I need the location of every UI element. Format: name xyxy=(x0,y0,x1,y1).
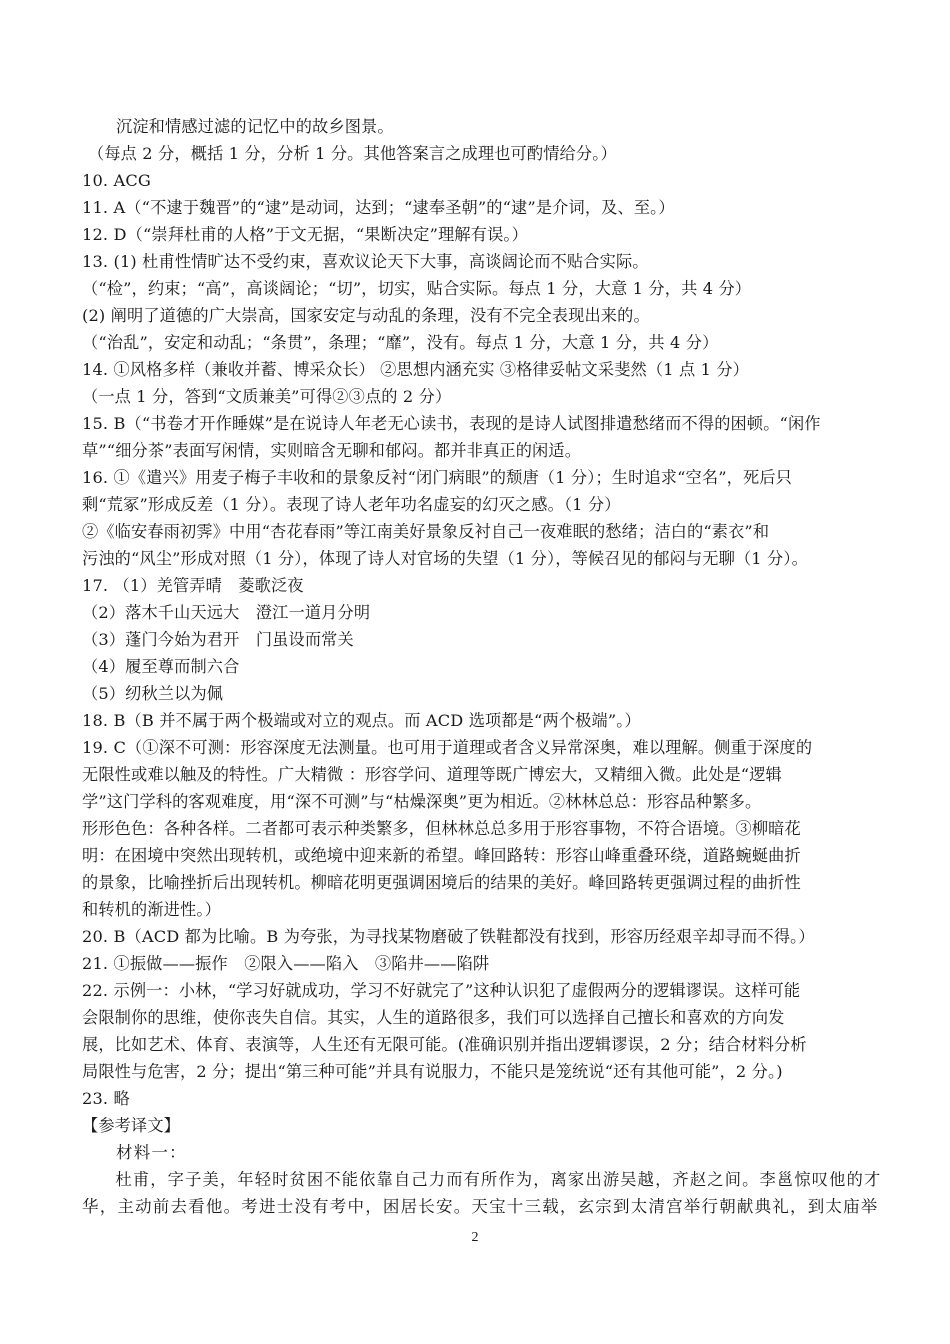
text-line: （3）蓬门今始为君开 门虽设而常关 xyxy=(82,630,354,649)
text-line: 剩“荒冢”形成反差（1 分）。表现了诗人老年功名虚妄的幻灭之感。（1 分） xyxy=(82,495,621,514)
answer-22: 22. 示例一：小林，“学习好就成功，学习不好就完了”这种认识犯了虚假两分的逻辑谬误。这样可能 xyxy=(82,981,801,1000)
answer-10: 10. ACG xyxy=(82,171,151,190)
text-line: （每点 2 分，概括 1 分，分析 1 分。其他答案言之成理也可酌情给分。） xyxy=(88,144,617,163)
text-line: ②《临安春雨初霁》中用“杏花春雨”等江南美好景象反衬自己一夜难眠的愁绪；洁白的“素衣”和 xyxy=(82,522,770,541)
answer-17: 17. （1）羌管弄晴 菱歌泛夜 xyxy=(82,576,304,595)
text-line: 和转机的渐进性。） xyxy=(82,900,221,919)
answer-13: 13. (1) 杜甫性情旷达不受约束，喜欢议论天下大事，高谈阔论而不贴合实际。 xyxy=(82,252,649,271)
answer-23: 23. 略 xyxy=(82,1089,130,1108)
text-line: 无限性或难以触及的特性。广大精微 ：形容学问、道理等既广博宏大，又精细入微。此处是“逻辑 xyxy=(82,765,782,784)
answer-14: 14. ①风格多样（兼收并蓄、博采众长） ②思想内涵充实 ③格律妥帖文采斐然（1 点 1 分） xyxy=(82,360,750,379)
text-line: （2）落木千山天远大 澄江一道月分明 xyxy=(82,603,371,622)
answer-21: 21. ①振做——振作 ②限入——陷入 ③陷井——陷阱 xyxy=(82,954,490,973)
text-line: 草”“细分茶”表面写闲情，实则暗含无聊和郁闷。都并非真正的闲适。 xyxy=(82,441,582,460)
material-one-label: 材料一： xyxy=(116,1143,187,1162)
answer-19: 19. C（①深不可测：形容深度无法测量。也可用于道理或者含义异常深奥，难以理解。侧重于深度的 xyxy=(82,738,813,757)
text-line: 形形色色：各种各样。二者都可表示种类繁多，但林林总总多用于形容事物，不符合语境。③柳暗花 xyxy=(82,819,801,838)
answer-16: 16. ①《遣兴》用麦子梅子丰收和的景象反衬“闭门病眼”的颓唐（1 分）；生时追求“空名”，死后只 xyxy=(82,468,792,487)
text-line: （“检”，约束；“高”，高谈阔论；“切”，切实，贴合实际。每点 1 分，大意 1 分，共 4 分） xyxy=(82,279,752,298)
text-line: 会限制你的思维，使你丧失自信。其实，人生的道路很多，我们可以选择自己擅长和喜欢的方向发 xyxy=(82,1008,785,1027)
page-number: 2 xyxy=(471,1230,479,1245)
text-line: (2) 阐明了道德的广大崇高，国家安定与动乱的条理，没有不完全表现出来的。 xyxy=(82,306,650,325)
answer-key-text xyxy=(82,113,882,1220)
text-line: 展，比如艺术、体育、表演等，人生还有无限可能。(准确识别并指出逻辑谬误，2 分；结合材料分析 xyxy=(82,1035,807,1054)
text-line: （一点 1 分，答到“文质兼美”可得②③点的 2 分） xyxy=(82,387,452,406)
answer-15: 15. B（“书卷才开作睡媒”是在说诗人年老无心读书，表现的是诗人试图排遣愁绪而不得的困顿。“闲作 xyxy=(82,414,821,433)
text-line: （5）纫秋兰以为佩 xyxy=(82,684,224,703)
translation-heading: 【参考译文】 xyxy=(82,1116,181,1135)
text-line: 局限性与危害，2 分；提出“第三种可能”并具有说服力，不能只是笼统说“还有其他可能”，2 分。) xyxy=(82,1062,783,1081)
answer-11: 11. A（“不逮于魏晋”的“逮”是动词，达到；“逮奉圣朝”的“逮”是介词，及、至。） xyxy=(82,198,675,217)
text-line: （4）履至尊而制六合 xyxy=(82,657,240,676)
text-line: 明：在困境中突然出现转机，或绝境中迎来新的希望。峰回路转：形容山峰重叠环绕，道路蜿蜒曲折 xyxy=(82,846,801,865)
translation-line: 华，主动前去看他。考进士没有考中，困居长安。天宝十三载，玄宗到太清宫举行朝献典礼，到太庙举 xyxy=(82,1197,879,1216)
translation-line: 杜甫，字子美，年轻时贫困不能依靠自己力而有所作为，离家出游吴越，齐赵之间。李邕惊叹他的才 xyxy=(115,1170,882,1189)
text-line: 的景象，比喻挫折后出现转机。柳暗花明更强调困境后的结果的美好。峰回路转更强调过程的曲折性 xyxy=(82,873,801,892)
text-line: 学”这门学科的客观难度，用“深不可测”与“枯燥深奥”更为相近。②林林总总：形容品种繁多。 xyxy=(82,792,762,811)
answer-18: 18. B（B 并不属于两个极端或对立的观点。而 ACD 选项都是“两个极端”。） xyxy=(82,711,641,730)
text-line: 污浊的“风尘”形成对照（1 分），体现了诗人对官场的失望（1 分），等候召见的郁闷与无聊（1 分）。 xyxy=(82,549,808,568)
answer-20: 20. B（ACD 都为比喻。B 为夸张，为寻找某物磨破了铁鞋都没有找到，形容历经艰辛却寻而不得。） xyxy=(82,927,815,946)
text-line: 沉淀和情感过滤的记忆中的故乡图景。 xyxy=(116,117,394,136)
answer-12: 12. D（“崇拜杜甫的人格”于文无据，“果断决定”理解有误。） xyxy=(82,225,528,244)
text-line: （“治乱”，安定和动乱；“条贯”，条理；“靡”，没有。每点 1 分，大意 1 分，共 4 分） xyxy=(82,333,719,352)
